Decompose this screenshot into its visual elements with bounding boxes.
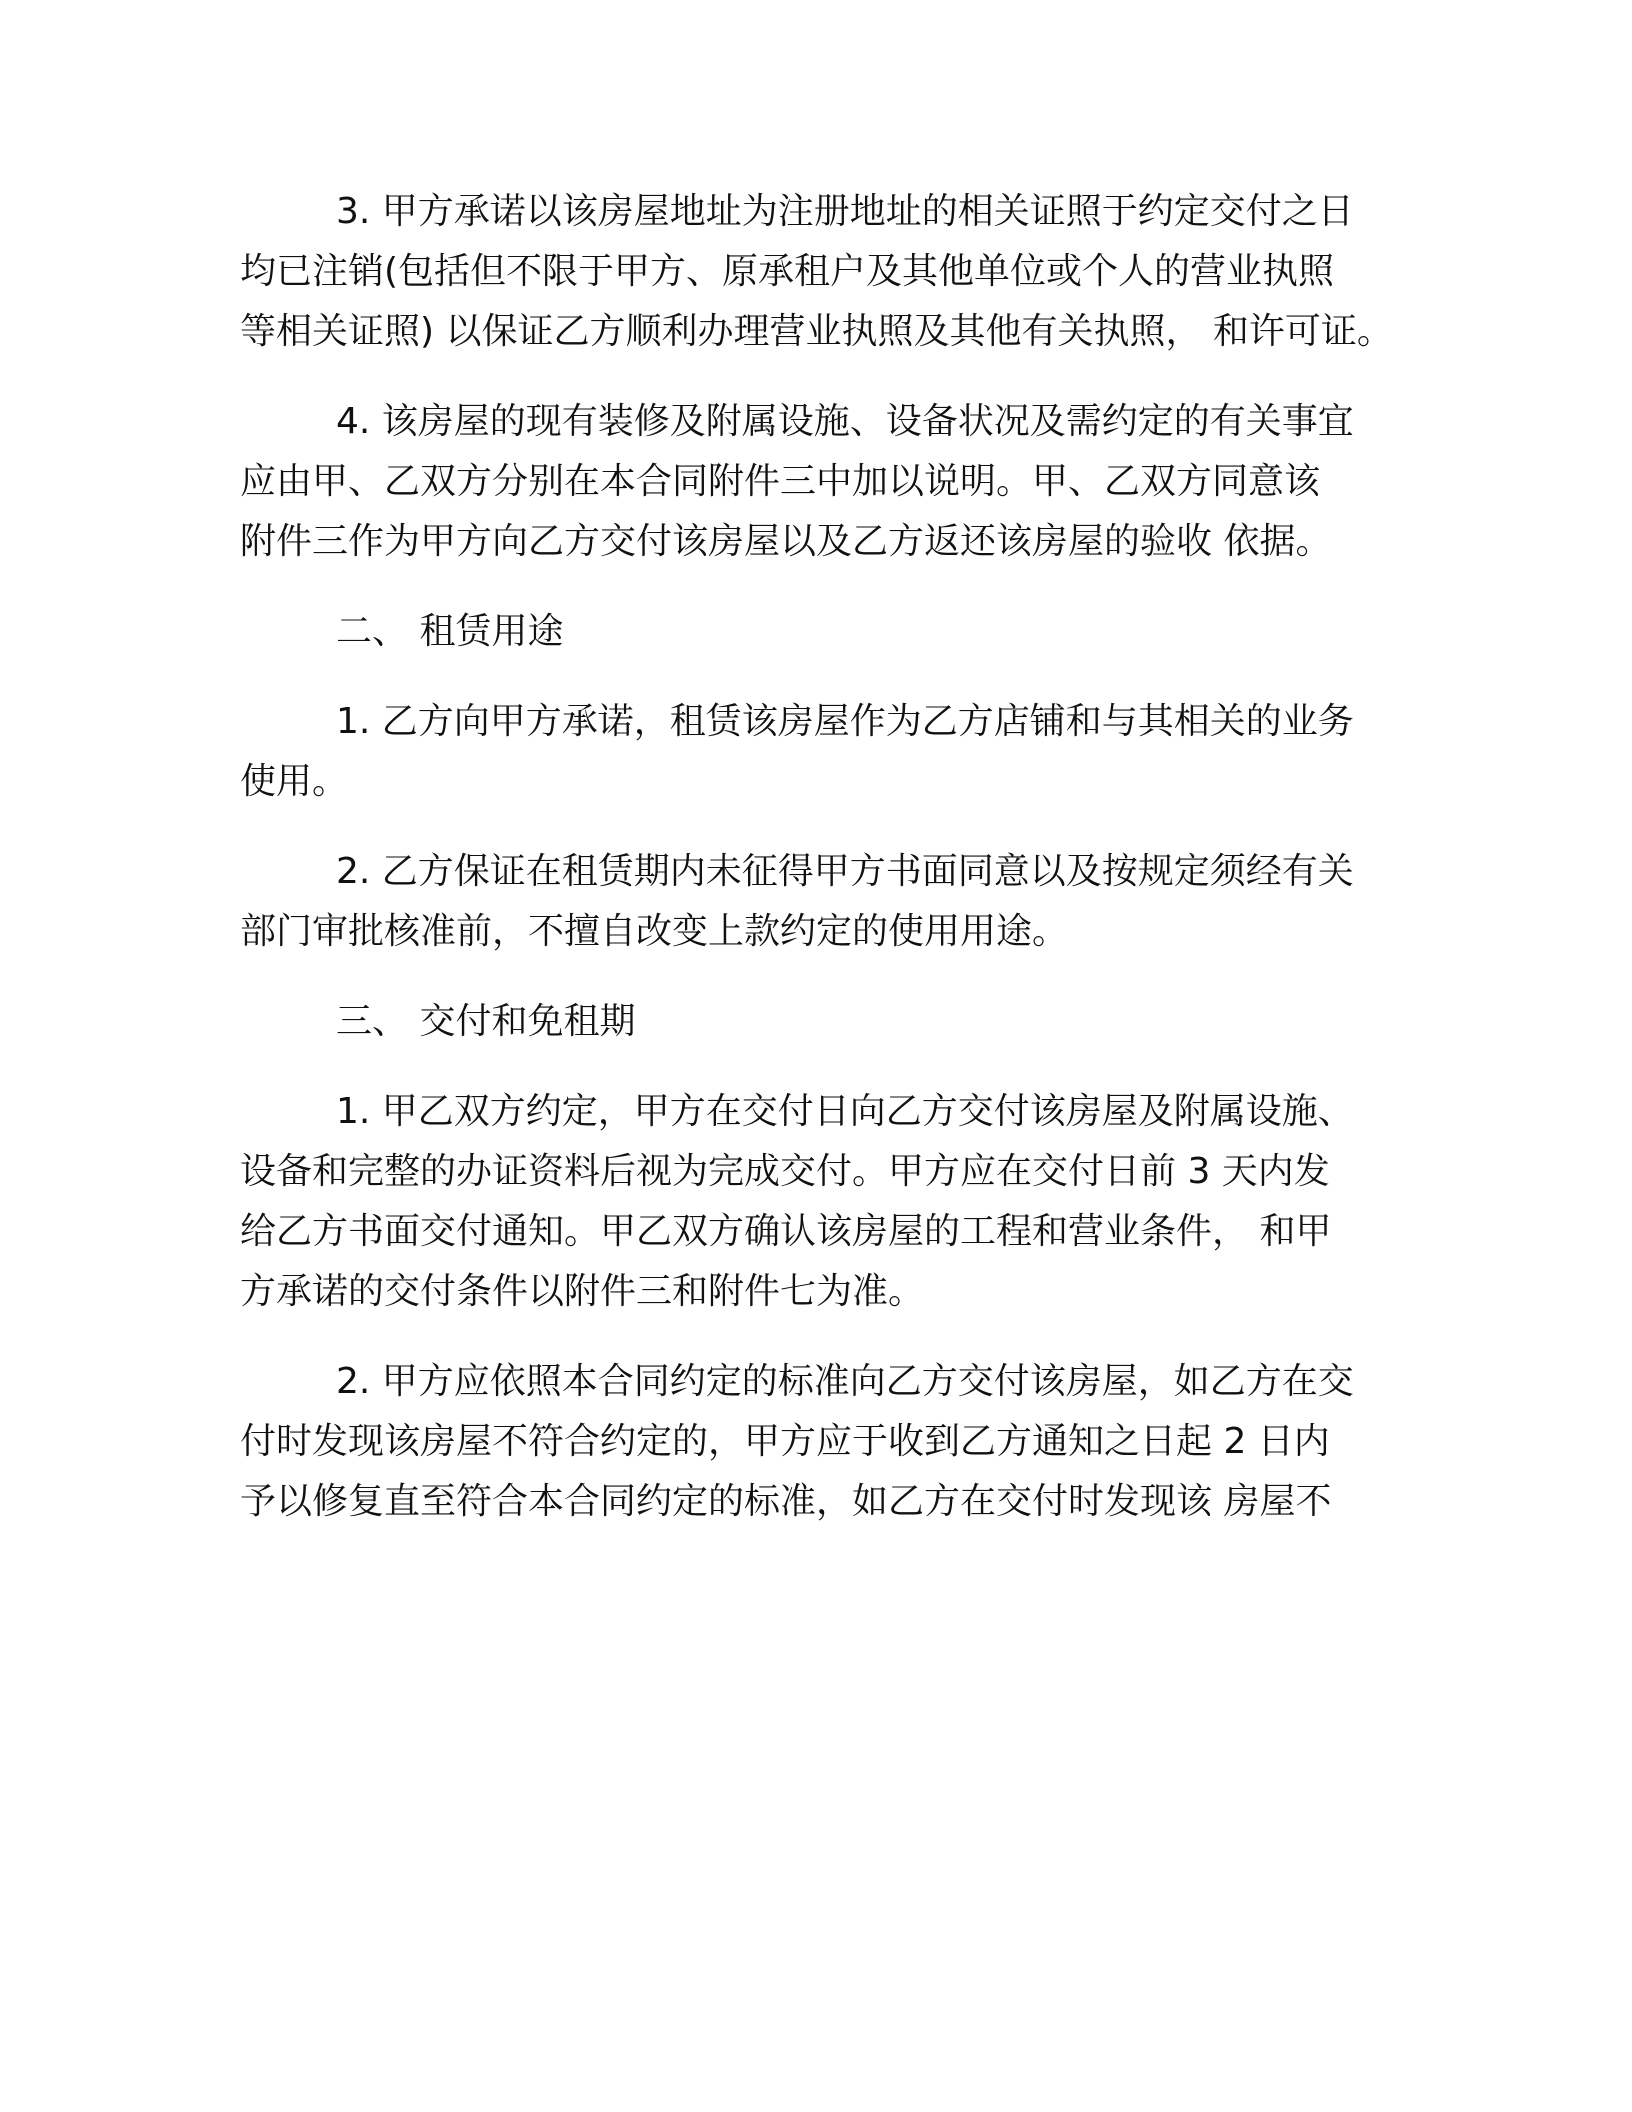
text-line: 部门审批核准前，不擅自改变上款约定的使用用途。 bbox=[240, 911, 1069, 952]
text-line: 3. 甲方承诺以该房屋地址为注册地址的相关证照于约定交付之日 bbox=[336, 191, 1354, 232]
text-line: 方承诺的交付条件以附件三和附件七为准。 bbox=[240, 1271, 925, 1312]
clause-4-fittings bbox=[240, 392, 1420, 572]
section-heading-lease-use bbox=[240, 602, 1420, 662]
section-heading-delivery bbox=[240, 992, 1420, 1052]
text-line: 2. 乙方保证在租赁期内未征得甲方书面同意以及按规定须经有关 bbox=[336, 851, 1354, 892]
use-clause-1 bbox=[240, 692, 1420, 812]
text-line: 附件三作为甲方向乙方交付该房屋以及乙方返还该房屋的验收 依据。 bbox=[240, 521, 1332, 562]
text-line: 给乙方书面交付通知。甲乙双方确认该房屋的工程和营业条件， 和甲 bbox=[240, 1211, 1332, 1252]
text-line: 1. 甲乙双方约定，甲方在交付日向乙方交付该房屋及附属设施、 bbox=[336, 1091, 1354, 1132]
section-heading: 二、 租赁用途 bbox=[336, 611, 564, 652]
text-line: 予以修复直至符合本合同约定的标准，如乙方在交付时发现该 房屋不 bbox=[240, 1481, 1332, 1522]
text-line: 1. 乙方向甲方承诺，租赁该房屋作为乙方店铺和与其相关的业务 bbox=[336, 701, 1354, 742]
text-line: 均已注销(包括但不限于甲方、原承租户及其他单位或个人的营业执照 bbox=[240, 251, 1335, 292]
delivery-clause-1 bbox=[240, 1082, 1420, 1322]
document-body bbox=[240, 182, 1420, 1562]
text-line: 4. 该房屋的现有装修及附属设施、设备状况及需约定的有关事宜 bbox=[336, 401, 1354, 442]
clause-3-certificates bbox=[240, 182, 1420, 362]
text-line: 应由甲、乙双方分别在本合同附件三中加以说明。甲、乙双方同意该 bbox=[240, 461, 1321, 502]
delivery-clause-2 bbox=[240, 1352, 1420, 1532]
text-line: 等相关证照) 以保证乙方顺利办理营业执照及其他有关执照， 和许可证。 bbox=[240, 311, 1393, 352]
section-heading: 三、 交付和免租期 bbox=[336, 1001, 636, 1042]
text-line: 设备和完整的办证资料后视为完成交付。甲方应在交付日前 3 天内发 bbox=[240, 1151, 1330, 1192]
use-clause-2 bbox=[240, 842, 1420, 962]
text-line: 付时发现该房屋不符合约定的，甲方应于收到乙方通知之日起 2 日内 bbox=[240, 1421, 1330, 1462]
text-line: 2. 甲方应依照本合同约定的标准向乙方交付该房屋，如乙方在交 bbox=[336, 1361, 1354, 1402]
text-line: 使用。 bbox=[240, 761, 349, 802]
